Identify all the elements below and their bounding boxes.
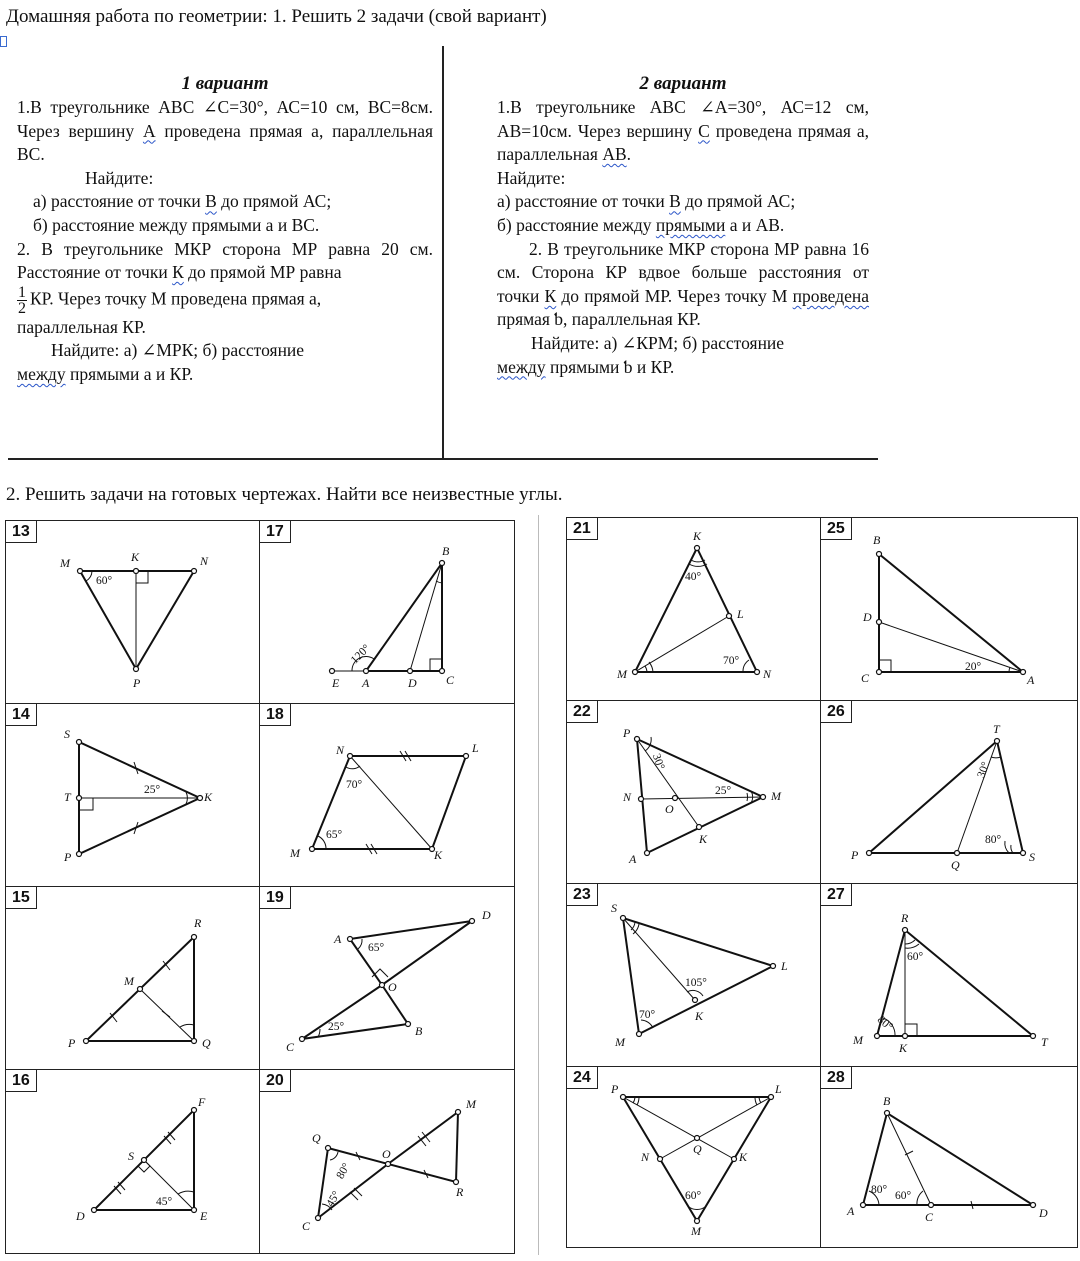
angle-label: 60° [96, 575, 113, 587]
vertex-label: A [362, 676, 370, 690]
vertex-label: Q [202, 1036, 211, 1050]
v1-task2: 2. В треугольнике МКР сторона МР равна 20 см. Расстояние от точки К до прямой МР равна $\frac{1}{2}$ КР. Через точку М проведена прямая а, параллельная КР. [17, 238, 433, 337]
angle-label: 40° [685, 571, 702, 583]
figure-24 [567, 1067, 821, 1247]
figure-17 [260, 521, 514, 704]
figure-13 [6, 521, 260, 704]
vertex-label: K [131, 550, 140, 564]
v2-task2: 2. В треугольнике МКР сторона МР равна 16 см. Сторона КР вдвое больше расстояния от точки К до прямой МР. Через точку М проведена прямая ƅ, параллельная КР. [497, 238, 870, 330]
vertex-label: O [665, 802, 674, 816]
vertex-label: N [763, 667, 772, 681]
angle-label: 80° [874, 1013, 895, 1034]
vertex-label: L [781, 959, 788, 973]
v2-find-a: а) расстояние от точки В до прямой АС; [497, 191, 796, 212]
vertex-label: P [64, 850, 72, 864]
problem-28 [820, 1066, 1078, 1248]
vertex-label: A [629, 852, 637, 866]
angle-label: 45° [156, 1196, 173, 1208]
problem-15 [5, 886, 261, 1071]
vertex-label: M [290, 846, 300, 860]
problem-number: 17 [260, 521, 291, 543]
figure-19 [260, 887, 514, 1070]
vertex-label: D [1039, 1206, 1048, 1220]
section-2-title: 2. Решить задачи на готовых чертежах. Найти все неизвестные углы. [6, 484, 563, 505]
vertex-label: P [623, 726, 631, 740]
problem-number: 19 [260, 887, 291, 909]
figure-25 [821, 518, 1077, 701]
problem-number: 26 [821, 701, 852, 723]
problem-18 [259, 703, 515, 888]
angle-label: 105° [685, 977, 707, 989]
problem-number: 27 [821, 884, 852, 906]
problem-19 [259, 886, 515, 1071]
angle-label: 25° [715, 785, 732, 797]
angle-label: 60° [895, 1190, 912, 1202]
figure-27 [821, 884, 1077, 1067]
column-gap-line [538, 515, 539, 1255]
vertex-label: E [332, 676, 340, 690]
vertex-label: K [899, 1041, 908, 1055]
vertex-label: F [198, 1095, 206, 1109]
problem-number: 28 [821, 1067, 852, 1089]
vertex-label: K [695, 1009, 704, 1023]
problem-14 [5, 703, 261, 888]
vertex-label: L [775, 1082, 782, 1096]
figure-22 [567, 701, 821, 884]
problem-26 [820, 700, 1078, 885]
v1-last: между прямыми а и КР. [17, 363, 194, 384]
vertex-label: T [64, 790, 71, 804]
vertex-label: P [68, 1036, 76, 1050]
v2-last: между прямыми ƅ и КР. [497, 356, 675, 377]
figure-26 [821, 701, 1077, 884]
figure-18 [260, 704, 514, 887]
figure-28 [821, 1067, 1077, 1247]
vertex-label: M [853, 1033, 863, 1047]
v2-find: Найдите: [497, 167, 566, 188]
vertex-label: L [472, 741, 479, 755]
v1-find: Найдите: [85, 167, 154, 188]
problem-13 [5, 520, 261, 705]
vertex-label: R [194, 916, 202, 930]
problem-number: 18 [260, 704, 291, 726]
problem-number: 24 [567, 1067, 598, 1089]
vertex-label: C [286, 1040, 295, 1054]
vertex-label: D [482, 908, 491, 922]
problem-23 [566, 883, 822, 1068]
vertex-label: M [615, 1035, 625, 1049]
vertex-label: N [336, 743, 345, 757]
variant-2 [497, 72, 869, 379]
problem-number: 25 [821, 518, 852, 540]
vertex-label: A [847, 1204, 855, 1218]
v1-find-b: б) расстояние между прямыми а и ВС. [33, 214, 320, 235]
vertex-label: C [302, 1219, 311, 1233]
vertex-label: R [456, 1185, 464, 1199]
angle-label: 70° [639, 1009, 656, 1021]
vertex-label: A [1027, 673, 1035, 687]
problem-21 [566, 517, 822, 702]
angle-label: 30° [649, 752, 667, 772]
angle-label: 80° [871, 1184, 888, 1196]
v2-find-b: б) расстояние между прямыми а и АВ. [497, 214, 785, 235]
vertex-label: E [200, 1209, 208, 1223]
vertex-label: T [1041, 1035, 1048, 1049]
vertex-label: M [691, 1224, 701, 1238]
vertex-label: P [611, 1082, 619, 1096]
vertex-label: K [699, 832, 708, 846]
problem-number: 20 [260, 1070, 291, 1092]
vertex-label: M [617, 667, 627, 681]
vertex-label: Q [312, 1131, 321, 1145]
problem-number: 22 [567, 701, 598, 723]
figure-21 [567, 518, 821, 701]
vertex-label: K [739, 1150, 748, 1164]
v1-find-a: а) расстояние от точки В до прямой АС; [33, 191, 332, 212]
angle-label: 70° [723, 655, 740, 667]
vertex-label: O [388, 980, 397, 994]
angle-label: 45° [324, 1189, 343, 1210]
problem-number: 15 [6, 887, 37, 909]
fraction-one-half: $\frac{1}{2}$ [18, 283, 26, 317]
cursor-marker [0, 36, 7, 47]
vertex-label: M [466, 1097, 476, 1111]
angle-label: 80° [334, 1161, 353, 1182]
figure-20 [260, 1070, 514, 1253]
vertex-label: N [200, 554, 209, 568]
vertex-label: O [382, 1147, 391, 1161]
vertex-label: C [861, 671, 870, 685]
figure-23 [567, 884, 821, 1067]
vertex-label: N [623, 790, 632, 804]
v2-task1: 1.В треугольнике АВС ∠А=30°, АС=12 см, АВ=10см. Через вершину С проведена прямая а, параллельная АВ. [497, 97, 869, 165]
problem-25 [820, 517, 1078, 702]
problem-16 [5, 1069, 261, 1254]
problem-27 [820, 883, 1078, 1068]
vertex-label: B [873, 533, 881, 547]
angle-label: 80° [985, 834, 1002, 846]
vertex-label: Q [951, 858, 960, 872]
problem-24 [566, 1066, 822, 1248]
vertex-label: C [446, 673, 455, 687]
vertex-label: S [1029, 850, 1035, 864]
vertex-label: P [133, 676, 141, 690]
angle-label: 65° [326, 829, 343, 841]
vertex-label: D [76, 1209, 85, 1223]
vertex-label: P [851, 848, 859, 862]
vertex-label: B [442, 544, 450, 558]
variant-2-heading: 2 вариант [639, 73, 727, 94]
vertex-label: K [204, 790, 213, 804]
vertex-label: C [925, 1210, 934, 1224]
vertex-label: M [60, 556, 70, 570]
vertex-label: R [901, 911, 909, 925]
vertex-label: Q [693, 1142, 702, 1156]
vertex-label: B [415, 1024, 423, 1038]
figure-15 [6, 887, 260, 1070]
problem-number: 21 [567, 518, 598, 540]
vertex-label: N [641, 1150, 650, 1164]
vertex-label: D [408, 676, 417, 690]
vertex-label: T [993, 722, 1000, 736]
variant-1 [17, 72, 433, 387]
angle-label: 120° [348, 642, 373, 667]
v1-task1: 1.В треугольнике АВС ∠С=30°, АС=10 см, ВС=8см. Через вершину А проведена прямая а, параллельная ВС. [17, 97, 434, 165]
angle-label: 30° [975, 760, 993, 780]
section-divider [8, 458, 878, 460]
angle-label: 25° [144, 784, 161, 796]
angle-label: 70° [346, 779, 363, 791]
vertex-label: L [737, 607, 744, 621]
angle-label: 65° [368, 942, 385, 954]
problem-20 [259, 1069, 515, 1254]
angle-label: 25° [328, 1021, 345, 1033]
vertex-label: S [128, 1149, 134, 1163]
variant-1-heading: 1 вариант [181, 73, 269, 94]
angle-label: 60° [685, 1190, 702, 1202]
problem-22 [566, 700, 822, 885]
vertex-label: A [334, 932, 342, 946]
figure-14 [6, 704, 260, 887]
vertex-label: M [771, 789, 781, 803]
column-divider [442, 46, 444, 458]
vertex-label: K [434, 848, 443, 862]
problem-number: 23 [567, 884, 598, 906]
v2-find2: Найдите: а) ∠КРМ; б) расстояние [531, 332, 785, 353]
angle-label: 20° [965, 661, 982, 673]
problem-17 [259, 520, 515, 705]
problem-number: 13 [6, 521, 37, 543]
vertex-label: S [611, 901, 617, 915]
vertex-label: D [863, 610, 872, 624]
figure-16 [6, 1070, 260, 1253]
vertex-label: K [693, 529, 702, 543]
problem-number: 16 [6, 1070, 37, 1092]
vertex-label: B [883, 1094, 891, 1108]
vertex-label: S [64, 727, 70, 741]
v1-find2: Найдите: а) ∠МРК; б) расстояние [51, 340, 305, 361]
problem-number: 14 [6, 704, 37, 726]
vertex-label: M [124, 974, 134, 988]
page-title: Домашняя работа по геометрии: 1. Решить 2 задачи (свой вариант) [6, 6, 547, 27]
angle-label: 60° [907, 951, 924, 963]
